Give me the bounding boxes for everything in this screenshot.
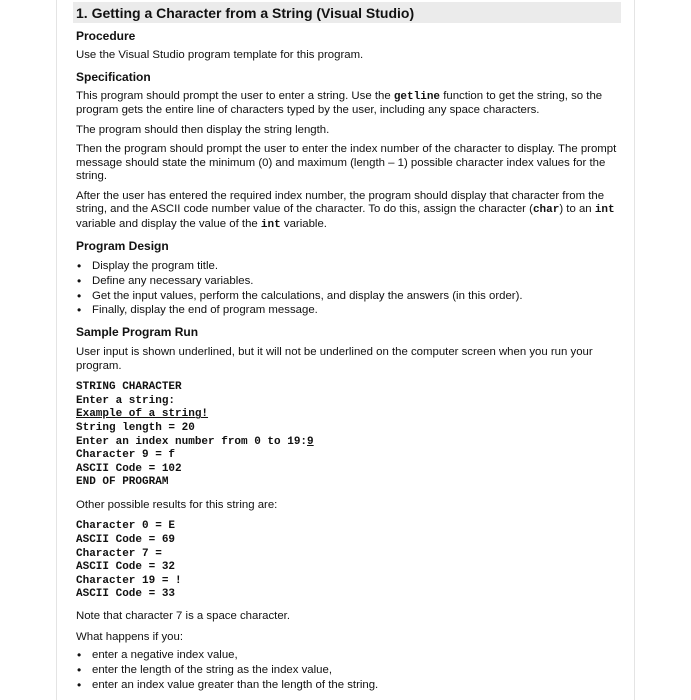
- code-char: char: [532, 204, 560, 216]
- what-if-list: [76, 648, 621, 692]
- sample-intro: User input is shown underlined, but it will not be underlined on the computer screen when you run your program.: [76, 346, 593, 372]
- code-line-user-input: Example of a string!: [76, 408, 209, 421]
- list-item: • enter an index value greater than the length of the string.: [76, 678, 621, 693]
- code-line: Character 7 =: [76, 547, 162, 560]
- design-heading: Program Design: [76, 239, 169, 253]
- code-line: STRING CHARACTER: [76, 381, 182, 394]
- code-line: Character 9 = f: [76, 449, 176, 462]
- code-int-2: int: [260, 218, 281, 231]
- code-line: ASCII Code = 32: [76, 561, 176, 574]
- spec-paragraph-2: The program should then display the string length.: [76, 123, 330, 136]
- page-edge-left: [56, 0, 57, 700]
- list-item: • Display the program title.: [76, 259, 621, 274]
- other-results-intro: Other possible results for this string are:: [76, 498, 278, 511]
- code-line: Character 19 = !: [76, 574, 182, 587]
- what-if-intro: What happens if you:: [76, 630, 184, 643]
- other-results-output: [76, 520, 621, 602]
- spec-paragraph-4: After the user has entered the required index number, the program should display that character from the string, and the ASCII code number value of the character. To do this, assign the character (char) to an int variable and display the value of the int variable.: [76, 189, 615, 231]
- list-item: • Get the input values, perform the calculations, and display the answers (in this order).: [76, 289, 621, 304]
- code-line: ASCII Code = 69: [76, 534, 176, 547]
- code-int: int: [594, 204, 615, 216]
- section-title: 1. Getting a Character from a String (Visual Studio): [73, 2, 621, 23]
- procedure-text: Use the Visual Studio program template for this program.: [76, 49, 364, 61]
- code-line: ASCII Code = 33: [76, 588, 176, 601]
- code-line: END OF PROGRAM: [76, 476, 169, 489]
- code-line: Enter an index number from 0 to 19:9: [76, 435, 314, 448]
- note-text: Note that character 7 is a space character.: [76, 610, 291, 622]
- document-page: [76, 2, 621, 692]
- specification-heading: Specification: [76, 69, 151, 84]
- spec-paragraph-3: Then the program should prompt the user to enter the index number of the character to display. The prompt message should state the minimum (0) and maximum (length – 1) possible character index values for the string.: [76, 143, 617, 182]
- page-edge-right: [634, 0, 635, 700]
- code-line: ASCII Code = 102: [76, 462, 182, 475]
- code-line: Enter a string:: [76, 394, 176, 407]
- design-list: [76, 259, 621, 318]
- code-line: String length = 20: [76, 421, 195, 434]
- code-getline: getline: [393, 90, 441, 103]
- sample-output: [76, 381, 621, 490]
- code-line: Character 0 = E: [76, 520, 176, 533]
- sample-heading: Sample Program Run: [76, 325, 199, 340]
- procedure-heading: Procedure: [76, 29, 136, 43]
- user-input-value: 9: [307, 435, 314, 448]
- list-item: • enter the length of the string as the index value,: [76, 663, 621, 678]
- list-item: • Finally, display the end of program message.: [76, 303, 621, 318]
- spec-paragraph-1: This program should prompt the user to enter a string. Use the getline function to get the string, so the program gets the entire line of characters typed by the user, including any space characters.: [76, 89, 603, 116]
- list-item: • Define any necessary variables.: [76, 274, 621, 289]
- list-item: • enter a negative index value,: [76, 648, 621, 663]
